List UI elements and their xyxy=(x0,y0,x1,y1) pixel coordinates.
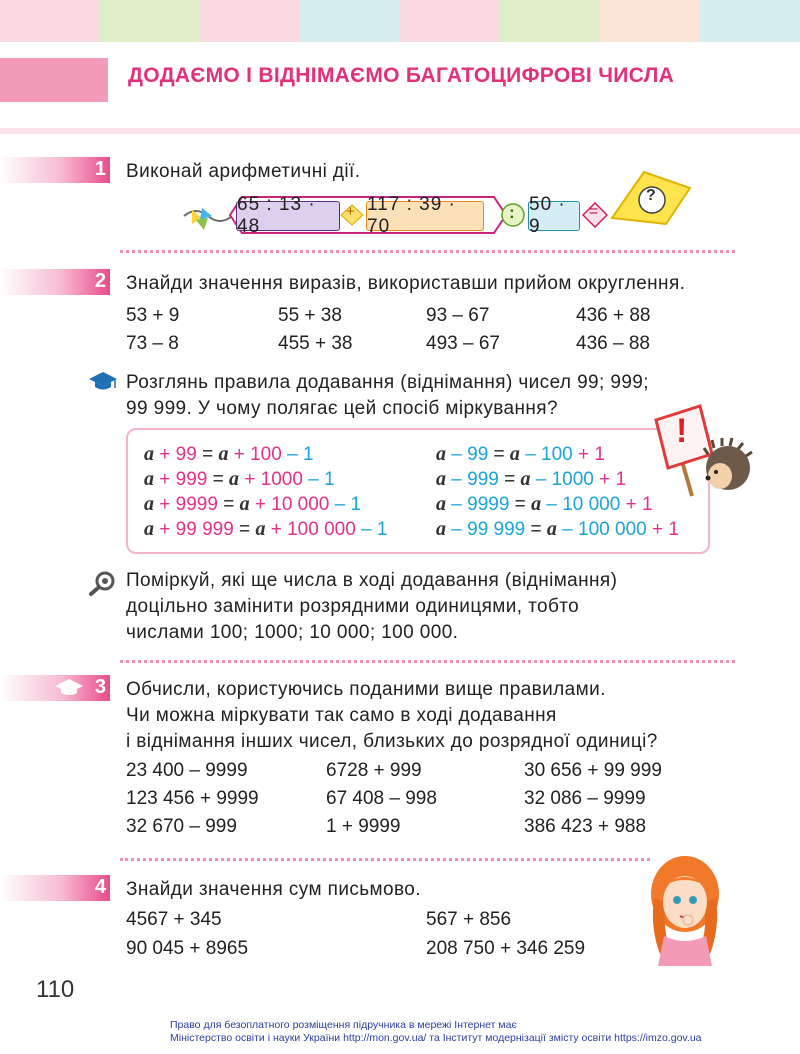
rules-intro-line: Розглянь правила додавання (віднімання) чисел 99; 999; xyxy=(126,372,649,393)
footer-line: Міністерство освіти і науки України http://mon.gov.ua/ та Інститут модернізації змісту освіти https://imzo.gov.ua xyxy=(170,1032,702,1044)
formula-part: + xyxy=(228,444,251,465)
stripe xyxy=(100,0,200,42)
formula-part: – xyxy=(446,519,468,540)
header-divider xyxy=(0,128,800,134)
dotted-divider xyxy=(120,858,650,861)
formula-part: 99 xyxy=(467,444,489,465)
task4-text: Знайди значення сум письмово. xyxy=(126,879,421,900)
formula-part: + xyxy=(646,519,669,540)
stripe xyxy=(400,0,500,42)
formula-part: 1 xyxy=(376,519,388,540)
footer xyxy=(170,1019,702,1045)
variable-a: a xyxy=(144,518,154,540)
task-number-tab xyxy=(0,269,110,295)
formula-part: 1000 xyxy=(260,469,303,490)
task-number: 1 xyxy=(94,158,106,180)
footer-line: Право для безоплатного розміщення підручника в мережі Інтернет має xyxy=(170,1019,517,1031)
page-title: ДОДАЄМО І ВІДНІМАЄМО БАГАТОЦИФРОВІ ЧИСЛА xyxy=(128,64,675,87)
formula-part: = xyxy=(217,494,240,515)
expression: 4567 + 345 xyxy=(126,909,222,930)
formula-part: 100 000 xyxy=(578,519,647,540)
expression: 32 670 – 999 xyxy=(126,816,237,837)
formula-part: + xyxy=(154,444,176,465)
formula-part: – xyxy=(446,494,468,515)
expression: 23 400 – 9999 xyxy=(126,760,248,781)
formula-part: – xyxy=(302,469,325,490)
variable-a: a xyxy=(144,443,154,465)
variable-a: a xyxy=(436,518,446,540)
formula-part: 1 xyxy=(594,444,605,465)
formula-part: + xyxy=(154,494,176,515)
formula-part: – xyxy=(556,519,579,540)
variable-a: a xyxy=(436,493,446,515)
task-number-tab xyxy=(0,157,110,183)
variable-a: a xyxy=(255,518,266,540)
expression: 73 – 8 xyxy=(126,333,179,354)
formula-part: 1000 xyxy=(551,469,594,490)
formula-part: = xyxy=(207,469,230,490)
rules-intro-line: 99 999. У чому полягає цей спосіб міркування? xyxy=(126,398,558,419)
expression: 90 045 + 8965 xyxy=(126,938,249,959)
expression-box: 50 · 9 xyxy=(528,201,580,231)
variable-a: a xyxy=(144,468,154,490)
formula-part: = xyxy=(509,494,532,515)
formula-part: 99 999 xyxy=(467,519,526,540)
formula-part: – xyxy=(446,444,468,465)
task2-text: Знайди значення виразів, використавши прийом округлення. xyxy=(126,273,686,294)
formula-part: 1 xyxy=(615,469,627,490)
stripe xyxy=(700,0,800,42)
formula-part: = xyxy=(498,469,521,490)
rule-formula xyxy=(436,518,679,541)
expression: 493 – 67 xyxy=(426,333,500,354)
task-number: 2 xyxy=(94,270,106,292)
expression: 67 408 – 998 xyxy=(326,788,437,809)
formula-part: + xyxy=(572,444,595,465)
task3-line: Чи можна міркувати так само в ході додавання xyxy=(126,705,557,726)
formula-part: + xyxy=(239,469,261,490)
variable-a: a xyxy=(144,493,154,515)
task-number: 4 xyxy=(94,876,106,898)
page-number: 110 xyxy=(36,976,75,1003)
expression: 567 + 856 xyxy=(426,909,512,930)
formula-part: 999 xyxy=(175,469,208,490)
variable-a: a xyxy=(239,493,250,515)
variable-a: a xyxy=(436,443,446,465)
formula-part: + xyxy=(593,469,616,490)
rule-formula xyxy=(144,518,387,541)
rule-formula xyxy=(144,493,361,516)
expression: 208 750 + 346 259 xyxy=(426,938,586,959)
stripe xyxy=(0,0,100,42)
expression: 455 + 38 xyxy=(278,333,353,354)
formula-part: 99 999 xyxy=(175,519,234,540)
expression: 1 + 9999 xyxy=(326,816,401,837)
variable-a: a xyxy=(509,443,520,465)
formula-part: 10 000 xyxy=(271,494,330,515)
header-accent-bar xyxy=(0,58,108,102)
formula-part: 9999 xyxy=(175,494,218,515)
graduation-cap-icon xyxy=(88,370,118,392)
formula-part: = xyxy=(233,519,256,540)
formula-part: 1 xyxy=(668,519,679,540)
task1-text: Виконай арифметичні дії. xyxy=(126,161,361,182)
magnifier-icon xyxy=(88,570,118,596)
formula-part: 9999 xyxy=(467,494,510,515)
task3-line: і віднімання інших чисел, близьких до розрядної одиниці? xyxy=(126,731,658,752)
formula-part: 10 000 xyxy=(562,494,621,515)
formula-part: – xyxy=(281,444,303,465)
expression: 436 – 88 xyxy=(576,333,650,354)
formula-part: 999 xyxy=(467,469,499,490)
formula-part: 1 xyxy=(324,469,335,490)
formula-part: 1 xyxy=(641,494,653,515)
formula-part: 1 xyxy=(350,494,362,515)
variable-a: a xyxy=(218,443,229,465)
task-number: 3 xyxy=(94,676,106,698)
formula-part: = xyxy=(488,444,510,465)
think-line: доцільно замінити розрядними одиницями, тобто xyxy=(126,596,580,617)
hedgehog-sign-icon xyxy=(650,404,754,500)
variable-a: a xyxy=(229,468,240,490)
formula-part: 1 xyxy=(302,444,314,465)
expression: 436 + 88 xyxy=(576,305,651,326)
formula-part: = xyxy=(525,519,547,540)
rule-formula xyxy=(144,443,314,466)
expression: 123 456 + 9999 xyxy=(126,788,259,809)
operator: : xyxy=(509,203,515,222)
formula-part: 100 xyxy=(250,444,282,465)
stripe xyxy=(600,0,700,42)
stripe xyxy=(200,0,300,42)
graduation-cap-icon xyxy=(54,678,84,698)
formula-part: – xyxy=(329,494,351,515)
formula-part: + xyxy=(265,519,288,540)
expression: 32 086 – 9999 xyxy=(524,788,646,809)
rule-formula xyxy=(436,443,605,466)
formula-part: + xyxy=(154,519,176,540)
rule-formula xyxy=(436,493,653,516)
expression: 53 + 9 xyxy=(126,305,180,326)
expression: 386 423 + 988 xyxy=(524,816,647,837)
formula-part: 100 xyxy=(541,444,573,465)
formula-part: + xyxy=(620,494,642,515)
variable-a: a xyxy=(520,468,531,490)
formula-part: – xyxy=(541,494,563,515)
formula-part: + xyxy=(249,494,272,515)
formula-part: 100 000 xyxy=(287,519,356,540)
expression: 55 + 38 xyxy=(278,305,342,326)
formula-part: – xyxy=(530,469,552,490)
variable-a: a xyxy=(546,518,557,540)
girl-illustration xyxy=(640,848,730,972)
formula-part: 99 xyxy=(175,444,197,465)
variable-a: a xyxy=(436,468,446,490)
expression: 30 656 + 99 999 xyxy=(524,760,662,781)
think-line: Поміркуй, які ще числа в ході додавання (віднімання) xyxy=(126,570,618,591)
sign-label: ! xyxy=(676,412,688,450)
formula-part: + xyxy=(154,469,176,490)
task3-line: Обчисли, користуючись поданими вище правилами. xyxy=(126,679,606,700)
expression: 6728 + 999 xyxy=(326,760,422,781)
rule-formula xyxy=(144,468,335,491)
think-line: числами 100; 1000; 10 000; 100 000. xyxy=(126,622,459,643)
expression: 93 – 67 xyxy=(426,305,490,326)
expression-box: 65 : 13 · 48 xyxy=(236,201,340,231)
task-number-tab xyxy=(0,675,110,701)
rule-formula xyxy=(436,468,626,491)
dotted-divider xyxy=(120,250,735,253)
formula-part: = xyxy=(196,444,219,465)
formula-part: – xyxy=(355,519,377,540)
expression-box: 117 : 39 · 70 xyxy=(366,201,484,231)
formula-part: – xyxy=(519,444,542,465)
variable-a: a xyxy=(531,493,542,515)
header-stripes xyxy=(0,0,800,42)
formula-part: – xyxy=(446,469,468,490)
dotted-divider xyxy=(120,660,735,663)
stripe xyxy=(500,0,600,42)
kite-label: ? xyxy=(646,187,656,204)
operator: + xyxy=(346,203,355,220)
stripe xyxy=(300,0,400,42)
operator: = xyxy=(589,203,599,220)
task-number-tab xyxy=(0,875,110,901)
